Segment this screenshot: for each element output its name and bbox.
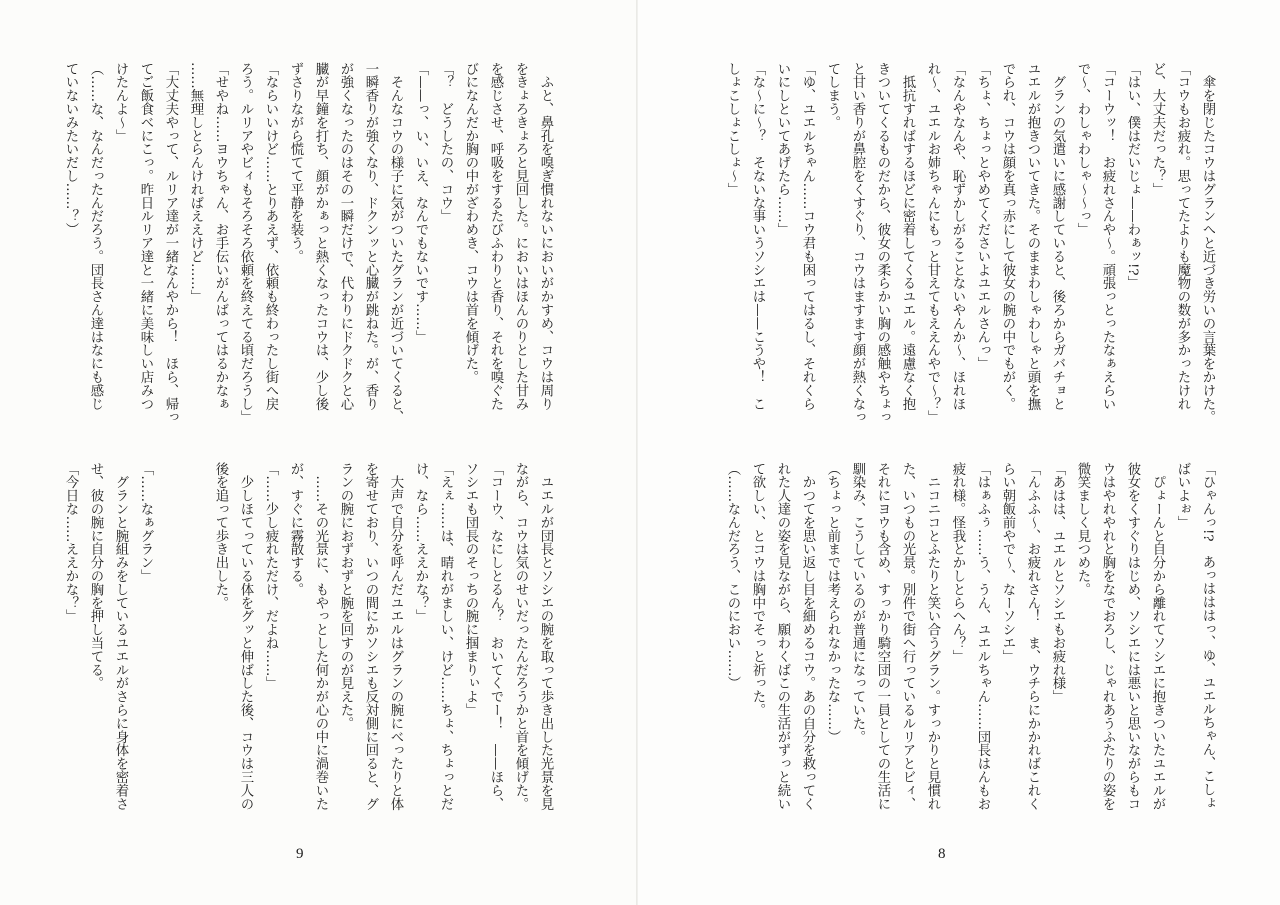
text-column: 臓が早鐘を打ち、顔がかぁっと熱くなったコウは、少し後: [313, 62, 328, 411]
text-column: れ〜、ユエルお姉ちゃんにもっと甘えてもええんやで〜？」: [925, 62, 940, 424]
text-column: 「……なぁグラン」: [138, 462, 153, 583]
text-column: 一瞬香りが強くなり、ドクンッと心臓が跳ねた。が、香り: [363, 62, 378, 411]
text-column: ……その光景に、もやっとした何かが心の中に渦巻いた: [313, 462, 328, 811]
text-column: 馴染み、こうしているのが普通になっていた。: [850, 462, 865, 744]
text-column: 「ゆ、ユエルちゃん……コウ君も困ってはるし、それくら: [800, 62, 815, 411]
text-column: ……無理しとらんければええけど……」: [188, 62, 203, 304]
text-column: びになんだか胸の中がざわめき、コウは首を傾げた。: [463, 62, 478, 384]
text-column: （……なんだろう、このにおい……）: [725, 462, 740, 690]
text-column: 「……少し疲れただけ、だよね……」: [263, 462, 278, 690]
text-column: 「んふふ〜、お疲れさん！ ま、ウチらにかかればこれく: [1025, 462, 1040, 811]
text-column: 「今日な……ええかな？」: [63, 462, 78, 623]
text-column: かつてを思い返し目を細めるコウ。あの自分を救ってく: [800, 462, 815, 811]
text-column: グランの気遣いに感謝していると、後ろからガバチョと: [1050, 62, 1065, 411]
text-column: 「あはは、ユエルとソシエもお疲れ様」: [1050, 462, 1065, 704]
text-column: 「——っ、い、いえ、なんでもないです……」: [413, 62, 428, 344]
text-column: 「なんやなんや、恥ずかしがることないやんか〜、ほれほ: [950, 62, 965, 411]
text-column: れた人達の姿を見ながら、願わくばこの生活がずっと続い: [775, 462, 790, 811]
text-column: と甘い香りが鼻腔をくすぐり、コウはますます顔が熱くなっ: [850, 62, 865, 424]
text-column: 少しほてっている体をグッと伸ばした後、コウは三人の: [238, 462, 253, 811]
book-gutter: [636, 0, 638, 905]
text-column: ランの腕におずおずと腕を回すのが見えた。: [338, 462, 353, 730]
page-right: [637, 0, 1280, 905]
text-column: 「はい、僕はだいじょ——わぁッ!?」: [1125, 62, 1140, 289]
text-column: 「ならいいけど……とりあえず、依頼も終わったし街へ戻: [263, 62, 278, 411]
text-column: しょこしょこしょ〜」: [725, 62, 740, 196]
text-column: 「せやね……ヨウちゃん、お手伝いがんばってはるかなぁ: [213, 62, 228, 411]
text-column: 抵抗すればするほどに密着してくるユエル。遠慮なく抱: [900, 62, 915, 411]
text-column: らい朝飯前やで〜、なーソシエ」: [1000, 462, 1015, 663]
page-number: 9: [296, 846, 304, 862]
text-column: 「大丈夫やって、ルリア達が一緒なんやから！ ほら、帰っ: [163, 62, 178, 424]
text-column: ニコニコとふたりと笑い合うグラン。すっかりと見慣れ: [925, 462, 940, 811]
text-column: 「はぁふぅ……う、うん、ユエルちゃん……団長はんもお: [975, 462, 990, 811]
text-column: ふと、鼻孔を嗅ぎ慣れないにおいがかすめ、コウは周り: [538, 62, 553, 411]
text-column: た、いつもの光景。別件で街へ行っているルリアとビィ、: [900, 462, 915, 811]
text-column: けたんよ〜」: [113, 62, 128, 143]
text-column: 「な〜に〜？ そないな事いうソシエは——こうや！ こ: [750, 62, 765, 411]
text-column: グランと腕組みをしているユエルがさらに身体を密着さ: [113, 462, 128, 811]
text-column: ど、大丈夫だった？」: [1150, 62, 1165, 196]
text-column: が、すぐに霧散する。: [288, 462, 303, 596]
text-column: 微笑ましく見つめた。: [1075, 462, 1090, 596]
text-column: （ちょっと前までは考えられなかったな……）: [825, 462, 840, 744]
text-column: を感じさせ、呼吸をするたびふわりと香り、それを嗅ぐた: [488, 62, 503, 411]
text-column: で〜、わしゃわしゃ〜〜っ」: [1075, 62, 1090, 237]
text-column: いにしといてあげたら……」: [775, 62, 790, 237]
text-column: け、なら……ええかな？」: [413, 462, 428, 623]
page-left: [0, 0, 637, 905]
text-column: を寄せており、いつの間にかソシエも反対側に回ると、グ: [363, 462, 378, 811]
text-column: （……な、なんだったんだろう。団長さん達はなにも感じ: [88, 62, 103, 411]
text-column: ずさりながら慌てて平静を装う。: [288, 62, 303, 263]
text-column: そんなコウの様子に気がついたグランが近づいてくると、: [388, 62, 403, 424]
text-column: ていないみたいだし……？）: [63, 62, 78, 237]
text-column: てご飯食べにこっ。昨日ルリア達と一緒に美味しい店みつ: [138, 62, 153, 411]
text-column: 「コウもお疲れ。思ってたよりも魔物の数が多かったけれ: [1175, 62, 1190, 411]
text-column: ユエルが団長とソシエの腕を取って歩き出した光景を見: [538, 462, 553, 811]
text-column: せ、彼の腕に自分の胸を押し当てる。: [88, 462, 103, 690]
text-column: ウはやれやれと胸をなでおろし、じゃれあうふたりの姿を: [1100, 462, 1115, 811]
text-block-top: [720, 62, 1220, 426]
text-column: て欲しい、とコウは胸中でそっと祈った。: [750, 462, 765, 717]
text-column: が強くなったのはその一瞬だけで、代わりにドクドクと心: [338, 62, 353, 411]
text-column: ばいよぉ」: [1175, 462, 1190, 529]
text-column: でられ、コウは顔を真っ赤にして彼女の腕の中でもがく。: [1000, 62, 1015, 411]
text-column: 疲れ様。怪我とかしとらへん？」: [950, 462, 965, 663]
text-column: ながら、コウは気のせいだったんだろうかと首を傾げた。: [513, 462, 528, 811]
text-column: 傘を閉じたコウはグランへと近づき労いの言葉をかけた。: [1200, 62, 1215, 424]
text-column: をきょろきょろと見回した。においはほんのりとした甘み: [513, 62, 528, 411]
text-block-bottom: [720, 462, 1220, 826]
text-column: ソシエも団長のそっちの腕に掴まりぃよ」: [463, 462, 478, 717]
text-column: [158, 462, 183, 826]
text-column: ユエルが抱きついてきた。そのままわしゃわしゃと頭を撫: [1025, 62, 1040, 411]
text-column: [183, 462, 208, 826]
text-block-top: [58, 62, 558, 426]
text-column: 「えぇ……は、晴れがましい、けど……ちょ、ちょっとだ: [438, 462, 453, 811]
page-number: 8: [938, 846, 946, 862]
text-column: 大声で自分を呼んだユエルはグランの腕にべったりと体: [388, 462, 403, 811]
text-column: 「ちょ、ちょっとやめてくださいよユエルさんっ」: [975, 62, 990, 371]
text-column: ぴょーんと自分から離れてソシエに抱きついたユエルが: [1150, 462, 1165, 811]
text-column: 「ひゃんっ!? あっはははっ、ゆ、ユエルちゃん、こしょ: [1200, 462, 1215, 810]
text-column: 「？ どうしたの、コウ」: [438, 62, 453, 223]
text-column: それにヨウも含め、すっかり騎空団の一員としての生活に: [875, 462, 890, 811]
text-column: ろう。ルリアやビィもそろそろ依頼を終えてる頃だろうし」: [238, 62, 253, 424]
text-column: 「コーウ、なにしとるん？ おいてくでー！ ——ほら、: [488, 462, 503, 811]
text-block-bottom: [58, 462, 558, 826]
text-column: 「コーウッ！ お疲れさんや〜。頑張っとったなぁえらい: [1100, 62, 1115, 411]
text-column: 後を追って歩き出した。: [213, 462, 228, 610]
text-column: きついてくるものだから、彼女の柔らかい胸の感触やちょっ: [875, 62, 890, 424]
text-column: 彼女をくすぐりはじめ、ソシエには悪いと思いながらもコ: [1125, 462, 1140, 811]
text-column: てしまう。: [825, 62, 840, 129]
